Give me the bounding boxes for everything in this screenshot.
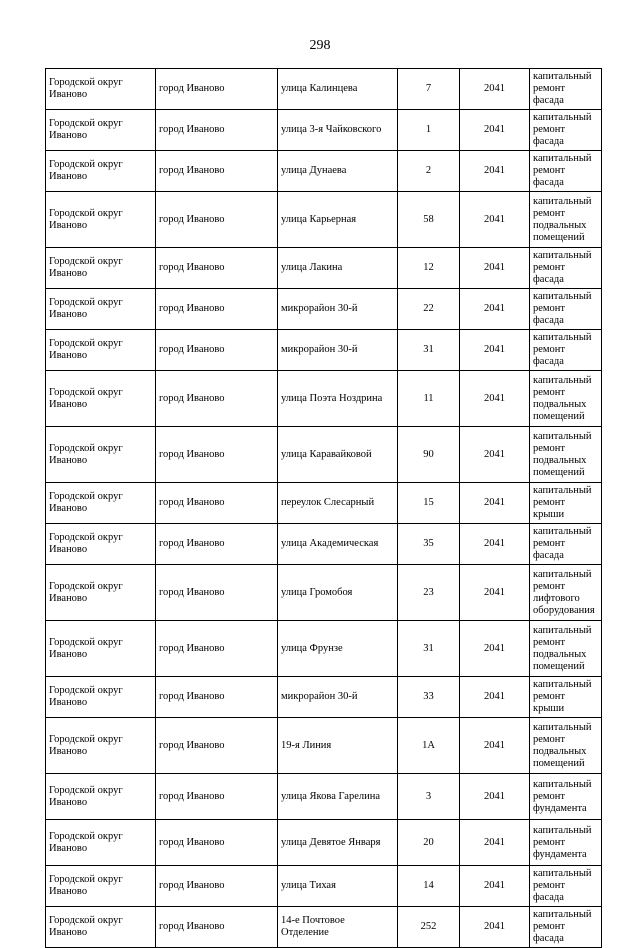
work-type-cell: капитальный ремонт фасада [530, 151, 602, 192]
table-row [46, 192, 602, 248]
district-cell: Городской округ Иваново [46, 289, 156, 330]
street-cell: улица Девятое Января [278, 820, 398, 866]
work-type-cell: капитальный ремонт подвальных помещений [530, 371, 602, 427]
table-row [46, 866, 602, 907]
street-cell: улица 3-я Чайковского [278, 110, 398, 151]
street-cell: 19-я Линия [278, 718, 398, 774]
year-cell: 2041 [460, 866, 530, 907]
city-cell: город Иваново [156, 866, 278, 907]
city-cell: город Иваново [156, 565, 278, 621]
city-cell: город Иваново [156, 621, 278, 677]
work-type-cell: капитальный ремонт подвальных помещений [530, 427, 602, 483]
year-cell: 2041 [460, 483, 530, 524]
table-row [46, 69, 602, 110]
work-type-cell: капитальный ремонт лифтового оборудования [530, 565, 602, 621]
table-row [46, 289, 602, 330]
table-row [46, 621, 602, 677]
city-cell: город Иваново [156, 524, 278, 565]
city-cell: город Иваново [156, 289, 278, 330]
district-cell: Городской округ Иваново [46, 330, 156, 371]
street-cell: 14-е Почтовое Отделение [278, 907, 398, 948]
year-cell: 2041 [460, 718, 530, 774]
district-cell: Городской округ Иваново [46, 677, 156, 718]
house-number-cell: 2 [398, 151, 460, 192]
city-cell: город Иваново [156, 69, 278, 110]
table-row [46, 427, 602, 483]
year-cell: 2041 [460, 565, 530, 621]
year-cell: 2041 [460, 151, 530, 192]
table-row [46, 330, 602, 371]
year-cell: 2041 [460, 774, 530, 820]
work-type-cell: капитальный ремонт фасада [530, 524, 602, 565]
work-type-cell: капитальный ремонт подвальных помещений [530, 621, 602, 677]
street-cell: улица Лакина [278, 248, 398, 289]
city-cell: город Иваново [156, 371, 278, 427]
district-cell: Городской округ Иваново [46, 248, 156, 289]
district-cell: Городской округ Иваново [46, 151, 156, 192]
year-cell: 2041 [460, 330, 530, 371]
work-type-cell: капитальный ремонт фасада [530, 248, 602, 289]
district-cell: Городской округ Иваново [46, 565, 156, 621]
city-cell: город Иваново [156, 907, 278, 948]
table-row [46, 718, 602, 774]
year-cell: 2041 [460, 524, 530, 565]
table-row [46, 524, 602, 565]
street-cell: улица Калинцева [278, 69, 398, 110]
district-cell: Городской округ Иваново [46, 110, 156, 151]
street-cell: улица Каравайковой [278, 427, 398, 483]
street-cell: улица Тихая [278, 866, 398, 907]
table-row [46, 820, 602, 866]
house-number-cell: 15 [398, 483, 460, 524]
house-number-cell: 22 [398, 289, 460, 330]
city-cell: город Иваново [156, 677, 278, 718]
house-number-cell: 23 [398, 565, 460, 621]
table-row [46, 677, 602, 718]
year-cell: 2041 [460, 427, 530, 483]
street-cell: улица Громобоя [278, 565, 398, 621]
city-cell: город Иваново [156, 248, 278, 289]
city-cell: город Иваново [156, 718, 278, 774]
work-type-cell: капитальный ремонт фасада [530, 866, 602, 907]
district-cell: Городской округ Иваново [46, 192, 156, 248]
city-cell: город Иваново [156, 483, 278, 524]
street-cell: улица Академическая [278, 524, 398, 565]
house-number-cell: 90 [398, 427, 460, 483]
house-number-cell: 1А [398, 718, 460, 774]
table-row [46, 483, 602, 524]
city-cell: город Иваново [156, 330, 278, 371]
work-type-cell: капитальный ремонт фасада [530, 69, 602, 110]
table-row [46, 248, 602, 289]
house-number-cell: 58 [398, 192, 460, 248]
table-row [46, 371, 602, 427]
street-cell: микрорайон 30-й [278, 289, 398, 330]
district-cell: Городской округ Иваново [46, 69, 156, 110]
district-cell: Городской округ Иваново [46, 621, 156, 677]
house-number-cell: 35 [398, 524, 460, 565]
city-cell: город Иваново [156, 427, 278, 483]
year-cell: 2041 [460, 677, 530, 718]
table-row [46, 565, 602, 621]
district-cell: Городской округ Иваново [46, 483, 156, 524]
city-cell: город Иваново [156, 110, 278, 151]
house-number-cell: 14 [398, 866, 460, 907]
street-cell: улица Поэта Ноздрина [278, 371, 398, 427]
city-cell: город Иваново [156, 192, 278, 248]
work-type-cell: капитальный ремонт подвальных помещений [530, 718, 602, 774]
house-number-cell: 31 [398, 330, 460, 371]
house-number-cell: 31 [398, 621, 460, 677]
city-cell: город Иваново [156, 151, 278, 192]
street-cell: улица Якова Гарелина [278, 774, 398, 820]
table-row [46, 110, 602, 151]
street-cell: микрорайон 30-й [278, 330, 398, 371]
table-row [46, 907, 602, 948]
district-cell: Городской округ Иваново [46, 718, 156, 774]
house-number-cell: 7 [398, 69, 460, 110]
year-cell: 2041 [460, 192, 530, 248]
year-cell: 2041 [460, 69, 530, 110]
street-cell: улица Карьерная [278, 192, 398, 248]
table-row [46, 774, 602, 820]
repair-schedule-table [45, 68, 602, 948]
work-type-cell: капитальный ремонт фундамента [530, 774, 602, 820]
work-type-cell: капитальный ремонт фасада [530, 907, 602, 948]
year-cell: 2041 [460, 289, 530, 330]
work-type-cell: капитальный ремонт подвальных помещений [530, 192, 602, 248]
district-cell: Городской округ Иваново [46, 371, 156, 427]
district-cell: Городской округ Иваново [46, 866, 156, 907]
work-type-cell: капитальный ремонт крыши [530, 483, 602, 524]
house-number-cell: 33 [398, 677, 460, 718]
house-number-cell: 11 [398, 371, 460, 427]
street-cell: переулок Слесарный [278, 483, 398, 524]
street-cell: улица Фрунзе [278, 621, 398, 677]
district-cell: Городской округ Иваново [46, 524, 156, 565]
year-cell: 2041 [460, 621, 530, 677]
year-cell: 2041 [460, 110, 530, 151]
district-cell: Городской округ Иваново [46, 820, 156, 866]
year-cell: 2041 [460, 248, 530, 289]
district-cell: Городской округ Иваново [46, 907, 156, 948]
city-cell: город Иваново [156, 820, 278, 866]
house-number-cell: 20 [398, 820, 460, 866]
table-body [46, 69, 602, 948]
year-cell: 2041 [460, 907, 530, 948]
year-cell: 2041 [460, 820, 530, 866]
street-cell: улица Дунаева [278, 151, 398, 192]
house-number-cell: 1 [398, 110, 460, 151]
house-number-cell: 3 [398, 774, 460, 820]
house-number-cell: 12 [398, 248, 460, 289]
district-cell: Городской округ Иваново [46, 427, 156, 483]
work-type-cell: капитальный ремонт фасада [530, 289, 602, 330]
work-type-cell: капитальный ремонт крыши [530, 677, 602, 718]
work-type-cell: капитальный ремонт фундамента [530, 820, 602, 866]
city-cell: город Иваново [156, 774, 278, 820]
page-number: 298 [309, 38, 331, 53]
year-cell: 2041 [460, 371, 530, 427]
house-number-cell: 252 [398, 907, 460, 948]
work-type-cell: капитальный ремонт фасада [530, 330, 602, 371]
street-cell: микрорайон 30-й [278, 677, 398, 718]
table-row [46, 151, 602, 192]
district-cell: Городской округ Иваново [46, 774, 156, 820]
work-type-cell: капитальный ремонт фасада [530, 110, 602, 151]
